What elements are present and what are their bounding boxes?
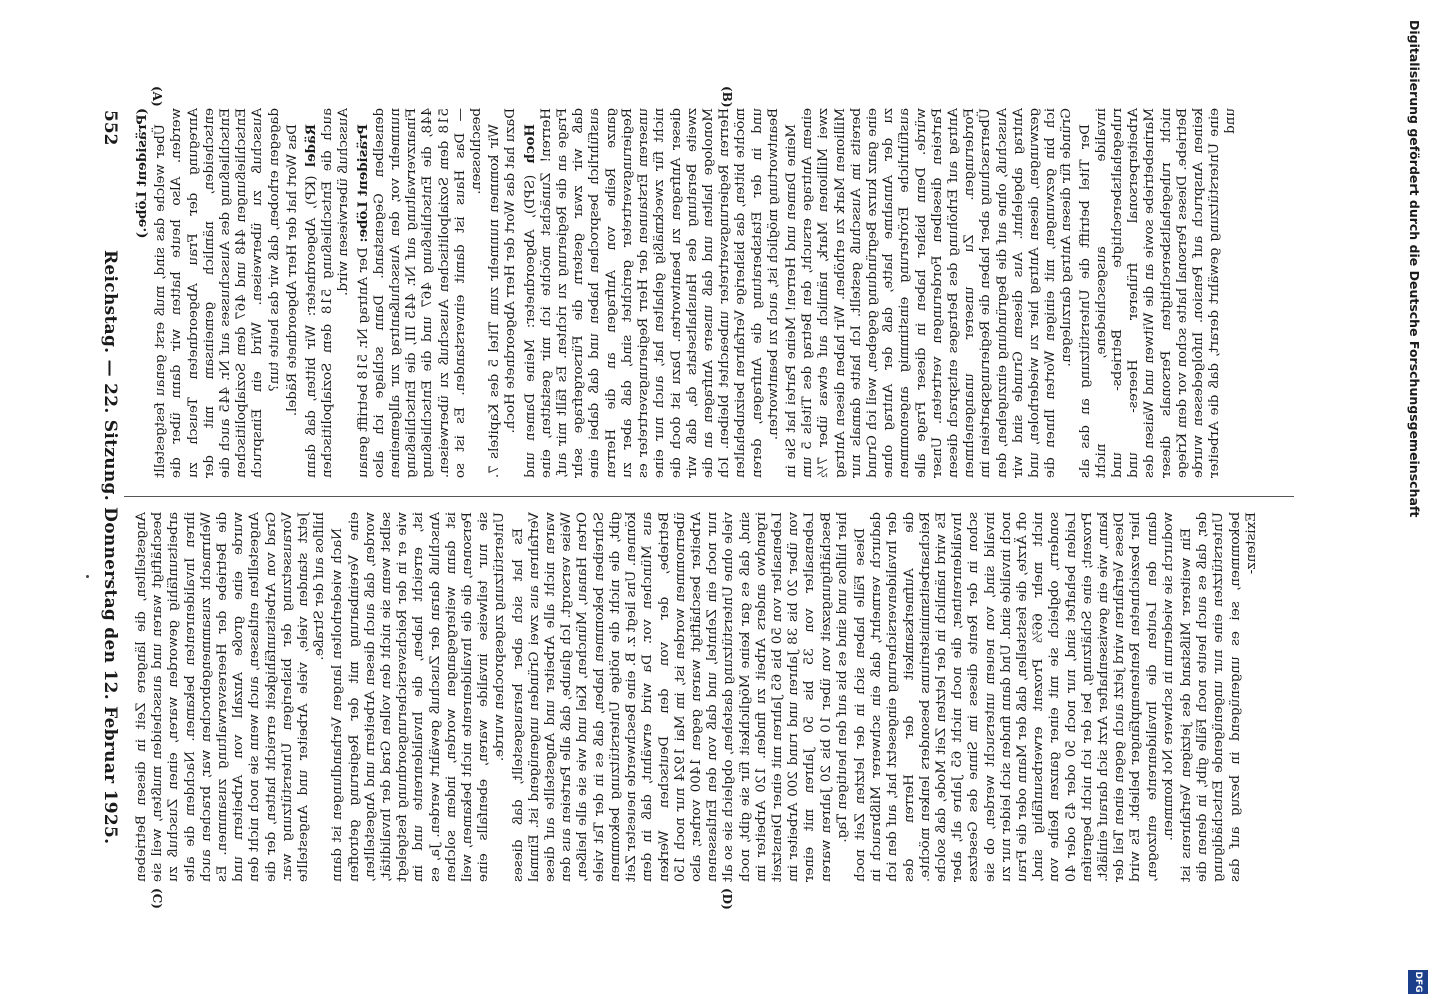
paragraph: (SPD), Abgeordneter: Meine Damen und Herren! Zunächst möchte ich mir gestatten, eine Frage an die Regierung zu richten. Es fällt mir auf, daß wir zwar gestern die Fürsorgefrage sehr ausführlich besprochen haben und daß dabei eine ganze Reihe von Anfragen an die Herren Regierungsvertreter gerichtet sind, daß aber zu unserem Erstaunen der Herr Regierungsvertreter es nicht für zweckmäßig gehalten hat, auch nur eine dieser Anfragen zu beantworten. Dazu ist doch die zweite Beratung des Haushaltsetats da, daß wir Monologe halten und daß unsere Anfragen an die Herren Regierungsvertreter unbeachtet bleiben. Ich möchte bitten, das bisherige Verfahren beizubehalten und in der Etatsberatung die Anfragen, deren Beantwortung möglich ist, auch zu beantworten. bbox=[522, 108, 781, 478]
paragraph: Es hat sich aber herausgestellt, daß dieses Verfahren aus zwei Gründen ungenügend ist. Einmal waren nicht alle Arbeiter und Angestellte auf diese Weise versorgt. Ich glaube, daß alle Parteien aus den Orten Hanau, München, Kiel und wie sie alle heißen, Schreiben bekommen haben, daß es in der Tat viele gibt, die nicht die nötige Unterstützung bekommen können. Uns liegt z. B. eine Beschwerde neuester Zeit aus München vor. Da wird erwähnt, daß in dem Betriebe, der von den Deutschen Werken übernommen worden ist, im Mai 1924 nur noch 150 Arbeiter beschäftigt waren gegen 1400 vorher, also nur noch ein Zehntel, und daß von den Entlassenen viele ohne Unterstützung dastehen, obgleich sie so alt sind, daß es gar keine Möglichkeit für sie gibt, noch irgendwo anders Arbeit zu finden. 120 Arbeiter im Lebensalter von 50 bis 65 Jahren mit einer Dienstzeit von über 20 bis 38 Jahren und rund 200 Arbeiter im Lebensalter von 35 bis 50 Jahren mit einer Beschäftigungszeit von über 10 bis 20 Jahren waren hier hilflos und sind es bis auf den heutigen Tag. bbox=[510, 512, 850, 882]
paragraph: Das Wort hat der Herr Abgeordnete Rädel. bbox=[284, 124, 300, 417]
margin-mark-b: (B) bbox=[720, 86, 734, 108]
margin-mark-a: (A) bbox=[150, 86, 164, 107]
paragraph: Nach wiederholten langen Verhandlungen ist dann eine Vereinbarung mit der Regierung getroffen worden, daß auch diesen Arbeitern und Angestellten, selbst wenn sie nicht den vollen Grad der Invalidität, wie er in der Reichsversicherungsordnung festgelegt ist, erreicht haben, die Invalidenrente und im Anschluß daran der Zuschuß gewährt werden. Ja, es ist dann weitergegangen worden, indem solchen Personen, die die Invalidenrente nicht bekamen, weil sie nur teilweise invalide waren, ebenfalls eine Unterstützung zugesprochen wurde. bbox=[330, 512, 508, 882]
speaker-hoch: Hoch bbox=[521, 124, 538, 164]
margin-mark-d: (D) bbox=[720, 888, 734, 910]
paragraph: (KP), Abgeordneter: Wir bitten, daß dann auch die Entschließung 518 dem Sozialpolitischen Ausschuß überwiesen wird. bbox=[304, 108, 352, 478]
page-number: 552 bbox=[100, 110, 120, 146]
speaker-presiding: (Präsident Löbe.) bbox=[134, 108, 150, 239]
paragraph: Über welche das sind, muß erst genau festgestellt werden. Also heute hatten wir dann über die Anregung der Frau Abgeordneten Teusch zu entscheiden, nämlich gemeinsam mit der Entschließung des Ausschusses auf Nr. 445 auch die Entschließungen 448 und 467 dem Sozialpolitischen Ausschuß zu überweisen. Wird ein Einspruch dagegen erhoben, daß wir das heute tun? bbox=[153, 108, 282, 478]
paragraph: Meine Damen und Herren! Meine Partei hat Sie in einem Antrage ersucht, den Betrag des Titels 5 um zwei Millionen Mark, nämlich auf etwas über 7½ Millionen Mark zu erhöhen. Wir haben diesen Antrag bereits im Ausschuß gestellt. Ich hatte damals nur eine ganz kurze Begründung gegeben, weil ich Grund zu der Annahme hatte, daß der Antrag ohne ausführliche Erörterung einstimmig angenommen würde. Denn bisher haben in dieser Frage alle Parteien dieselben Forderungen vertreten. Unser Antrag auf Erhöhung des Betrages entsprach diesen Forderungen. Zu unserer unangenehmen Überraschung aber haben die Regierungsparteien im Ausschuß, ohne auf die Begründung einzugehen, den Antrag abgelehnt. Aus diesem Grunde sind wir gezwungen, diesen Antrag hier zu wiederholen, und ich bin gezwungen, mit einigen Worten Ihnen die Gründe für diesen Antrag darzulegen. bbox=[783, 108, 1075, 478]
column-divider bbox=[124, 496, 1294, 497]
running-title: Reichstag. — 22. Sitzung. Donnerstag den 12. Februar 1925. bbox=[100, 250, 120, 845]
paragraph: Angestellten, die längere Zeit in diesen Betrieben beschäftigt waren und ausscheiden mußten, weil sie arbeitsunfähig geworden waren, einen Zuschuß zu ihren Invalidenrenten bekamen. Nachdem die alte Wehrmacht zusammengebrochen war, brachen auch die Betriebe der Heeresverwaltung zusammen. Es wurde eine große Anzahl von Arbeitern und Angestellten entlassen, auch wenn sie noch nicht den Grad von Arbeitsunfähigkeit erreicht hatten, der die Voraussetzung der bisherigen Unterstützung war. Jetzt standen viele, viele Arbeiter und Angestellte hilflos auf der Straße. bbox=[134, 512, 328, 882]
speaker-loebe: Präsident Löbe: bbox=[354, 124, 371, 243]
margin-mark-c: (C) bbox=[150, 888, 164, 909]
scan-speck bbox=[86, 575, 89, 578]
credit-text: Digitalisierung gefördert durch die Deutsche Forschungsgemeinschaft bbox=[1407, 20, 1422, 518]
speaker-raedel: Rädel bbox=[303, 124, 320, 168]
paragraph: Diese Fälle haben sich in der letzten Zeit noch dadurch vermehrt, daß ein schwerer Mißbrauch in der Invalidenversicherung eingesetzt hat, auf den ich die Aufmerksamkeit der Herren des Reichsarbeitsministeriums besonders lenken möchte. Es wird nämlich in der letzten Zeit Mode, daß solche Invalidenrentner, die noch nicht 65 Jahre alt, aber schon in der Rente dieses im Sinne des Gesetzes invalid sind, von neuem untersucht werden, ob sie noch invalide sind. Und dann finden sich leider nur zu oft Ärzte, die feststellen, daß der Mann oder die Frau nicht mehr 66⅔ Prozent erwerbsunfähig sind, sondern, obgleich sie mit einer ganzen Reihe von Leiden behaftet sind, nur noch 50 oder 45 oder 40 Prozent; eine Schätzung, bei der ich nicht begreifen kann, wie ein gewissenhafter Arzt sich darauf einläßt. Dieses Verfahren wird jetzt auch gegen einen Teil der hier bezeichneten Rentenempfänger beliebt. Es wird dann den Leuten die Invalidenrente entzogen, wodurch sie wiederum in schwere Not kommen. bbox=[852, 512, 1176, 882]
paragraph: Der Antrag Nr. 518 betrifft genau denselben Gegenstand. Dann schlage ich also nunmehr vor, den Ausschußantrag zur allgemeinen Finanzverwaltung auf Nr. 445 III, die Entschließung 448, die Entschließung 467 und die Entschließung 518 dem Sozialpolitischen Ausschuß zu überweisen. — Das Haus ist damit einverstanden. Es ist so beschlossen. bbox=[355, 108, 485, 478]
paragraph: Der Titel betrifft die Unterstützung an das als invalide ausgeschiedene, nicht ruhegehaltsberechtigte Betriebs- und Arbeiterpersonal früherer Heeres- und Marinebetriebe sowie an die Witwen und Waisen des nicht ruhegehaltsberechtigten Personals dieser Betriebe. Dieses Personal hatte schon vor dem Kriege keinen Anspruch auf Pension. Infolgedessen wurde eine Unterstützung gewährt derart, daß die Arbeiter und bbox=[1077, 108, 1239, 478]
digitization-credit bbox=[1407, 20, 1422, 517]
dfg-logo: DFG bbox=[1408, 970, 1428, 994]
left-text-column bbox=[134, 108, 1284, 478]
right-text-column bbox=[134, 512, 1284, 882]
page-header bbox=[84, 0, 124, 1000]
paragraph: Ein weiterer Mißstand des jetzigen Verfahrens ist der, daß es auch heute noch Fälle gibt, in denen die Unterstützten eine nur ungenügende Entschädigung bekommen, sei es ungenügend in bezug auf das Existenz- bbox=[1179, 512, 1259, 882]
paragraph: Wir kommen nunmehr zum Titel 5 des Kapitels 7. Dazu hat das Wort der Herr Abgeordnete Hoch. bbox=[487, 108, 519, 478]
